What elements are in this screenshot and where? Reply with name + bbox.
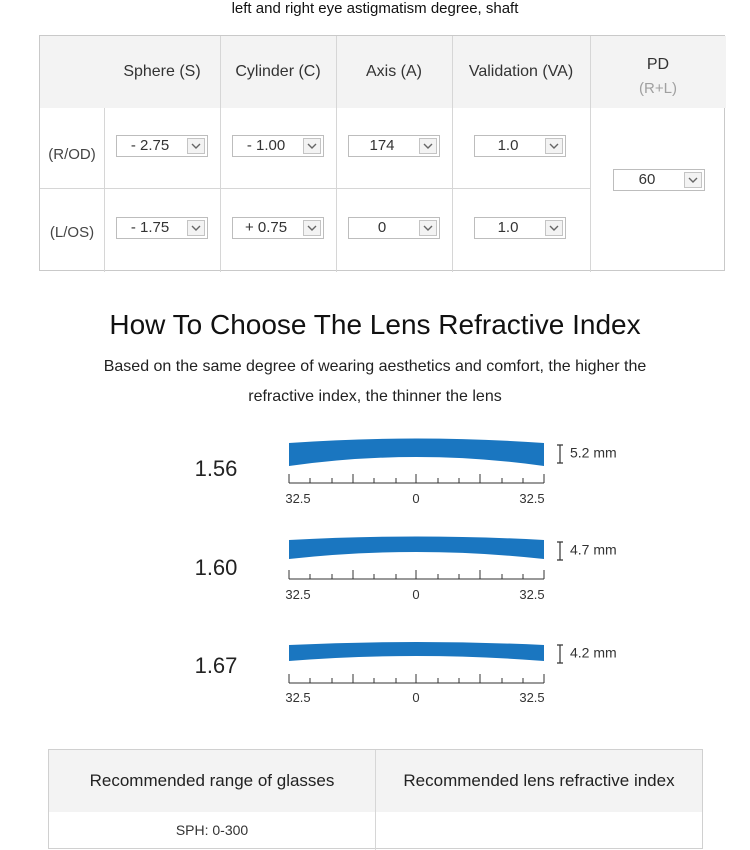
scale-mid: 0 [412,491,420,506]
scale-mid: 0 [412,587,420,602]
scale-right: 32.5 [519,587,545,602]
va-select-right[interactable] [474,135,566,157]
scale-mid: 0 [412,690,420,705]
sphere-select-right[interactable] [116,135,208,157]
chevron-down-icon [419,220,437,236]
thickness-value: 4.7 mm [570,541,617,558]
chevron-down-icon [187,138,205,154]
chevron-down-icon [545,138,563,154]
va-select-left[interactable] [474,217,566,239]
cylinder-value-right: - 1.00 [246,137,286,154]
sphere-select-left[interactable] [116,217,208,239]
chevron-down-icon [187,220,205,236]
lens-shape [289,642,544,661]
cylinder-select-right[interactable] [232,135,324,157]
subtitle-line-1: Based on the same degree of wearing aesthetics and comfort, the higher the [103,358,647,375]
thickness-bracket-icon [556,644,564,664]
scale-left: 32.5 [285,690,311,705]
lens-thickness [556,444,617,464]
lens-index-label: 1.67 [194,653,238,678]
lens-diagram [284,638,554,710]
top-caption: left and right eye astigmatism degree, shaft [231,0,519,17]
header-cylinder: Cylinder (C) [235,63,321,80]
divider [40,188,590,189]
axis-select-left[interactable] [348,217,440,239]
cylinder-select-left[interactable] [232,217,324,239]
pd-value: 60 [638,171,656,188]
subtitle-line-2: refractive index, the thinner the lens [248,388,502,405]
rec-header-index: Recommended lens refractive index [376,750,702,812]
lens-diagram [284,438,554,510]
scale-right: 32.5 [519,690,545,705]
axis-value-left: 0 [377,219,387,236]
chevron-down-icon [303,220,321,236]
chevron-down-icon [545,220,563,236]
divider [104,108,105,272]
row-label-left-eye: (L/OS) [49,224,95,241]
scale-left: 32.5 [285,587,311,602]
va-value-left: 1.0 [497,219,519,236]
scale-right: 32.5 [519,491,545,506]
header-axis: Axis (A) [366,63,422,80]
section-subtitle [60,352,690,412]
header-validation: Validation (VA) [468,63,574,80]
scale-left: 32.5 [285,491,311,506]
rec-cell-range: SPH: 0-300 [175,822,249,838]
lens-thickness [556,541,617,561]
cylinder-value-left: + 0.75 [244,219,288,236]
lens-shape [289,537,544,560]
axis-value-right: 174 [369,137,395,154]
lens-index-label: 1.56 [194,456,238,481]
lens-shape [289,439,544,467]
sphere-value-left: - 1.75 [130,219,170,236]
lens-ruler [289,474,544,483]
lens-thickness [556,644,617,664]
chevron-down-icon [684,172,702,188]
pd-select[interactable] [613,169,705,191]
lens-diagram [284,534,554,606]
lens-ruler [289,570,544,579]
lens-ruler [289,674,544,683]
header-pd-sub: (R+L) [639,80,677,97]
chevron-down-icon [419,138,437,154]
thickness-value: 4.2 mm [570,644,617,661]
rec-header-range: Recommended range of glasses [49,750,375,812]
recommendation-table [48,749,703,849]
prescription-table [39,35,725,271]
sphere-value-right: - 2.75 [130,137,170,154]
thickness-bracket-icon [556,541,564,561]
lens-index-label: 1.60 [194,555,238,580]
header-pd: PD [646,56,670,73]
section-title: How To Choose The Lens Refractive Index [109,309,641,340]
row-label-right-eye: (R/OD) [48,146,96,163]
thickness-bracket-icon [556,444,564,464]
header-sphere: Sphere (S) [123,63,201,80]
axis-select-right[interactable] [348,135,440,157]
chevron-down-icon [303,138,321,154]
divider [375,750,376,850]
thickness-value: 5.2 mm [570,444,617,461]
va-value-right: 1.0 [497,137,519,154]
